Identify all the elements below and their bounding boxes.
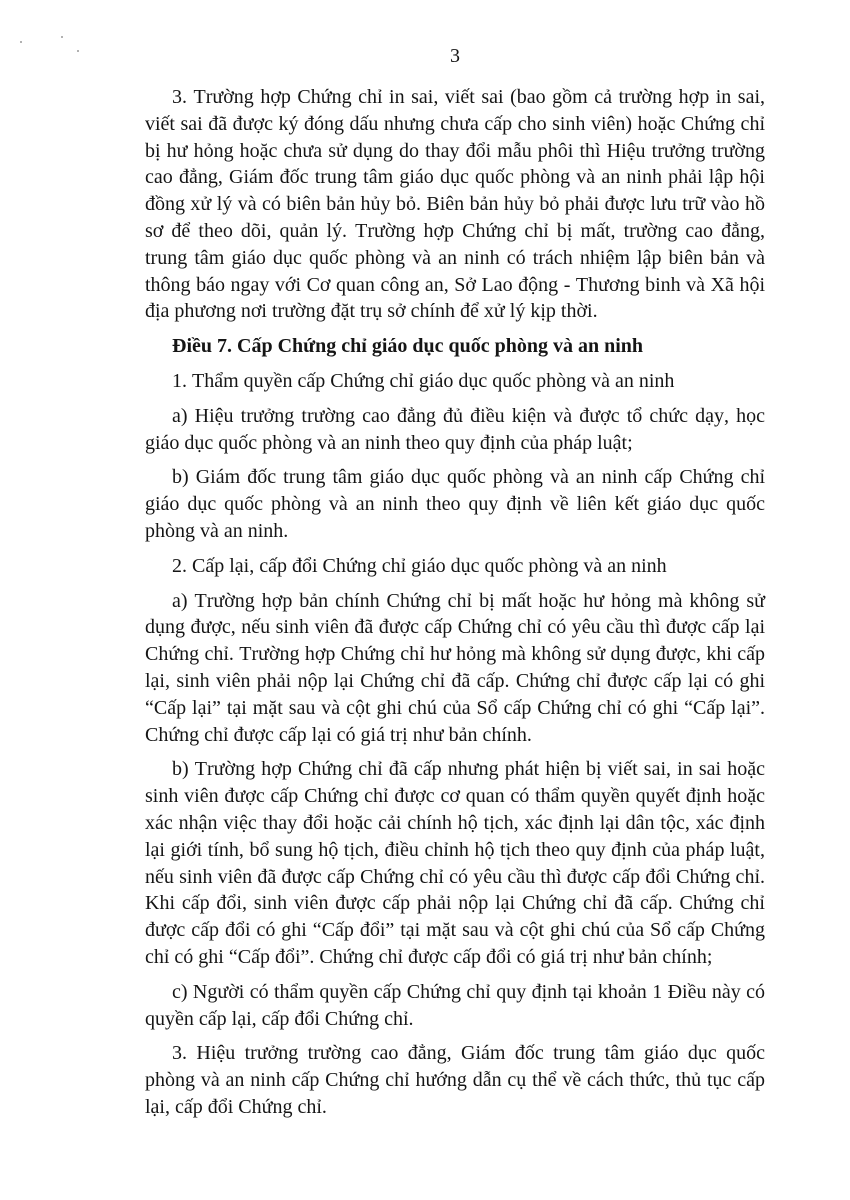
clause-paragraph: 3. Hiệu trưởng trường cao đẳng, Giám đốc trung tâm giáo dục quốc phòng và an ninh cấp Chứng chỉ hướng dẫn cụ thể về cách thức, thủ tục cấp lại, cấp đổi Chứng chỉ. <box>145 1042 765 1118</box>
document-body <box>145 84 765 1121</box>
scan-speck <box>20 41 22 43</box>
clause-title: 1. Thẩm quyền cấp Chứng chỉ giáo dục quốc phòng và an ninh <box>172 369 675 392</box>
clause-point: b) Giám đốc trung tâm giáo dục quốc phòng và an ninh cấp Chứng chỉ giáo dục quốc phòng và an ninh theo quy định về liên kết giáo dục quốc phòng và an ninh. <box>145 466 765 542</box>
clause-point: a) Trường hợp bản chính Chứng chỉ bị mất hoặc hư hỏng mà không sử dụng được, nếu sinh viên đã được cấp Chứng chỉ có yêu cầu thì được cấp lại Chứng chỉ. Trường hợp Chứng chỉ hư hỏng mà không sử dụng được, khi cấp lại, sinh viên phải nộp lại Chứng chỉ đã cấp. Chứng chỉ được cấp lại có ghi “Cấp lại” tại mặt sau và cột ghi chú của Sổ cấp Chứng chỉ có ghi “Cấp lại”. Chứng chỉ được cấp lại có giá trị như bản chính. <box>145 589 765 746</box>
scan-speck <box>77 50 79 52</box>
clause-point: a) Hiệu trưởng trường cao đẳng đủ điều kiện và được tổ chức dạy, học giáo dục quốc phòng và an ninh theo quy định của pháp luật; <box>145 404 765 454</box>
clause-point: c) Người có thẩm quyền cấp Chứng chỉ quy định tại khoản 1 Điều này có quyền cấp lại, cấp đổi Chứng chỉ. <box>145 980 765 1030</box>
article-heading: Điều 7. Cấp Chứng chỉ giáo dục quốc phòng và an ninh <box>172 335 644 358</box>
clause-point: b) Trường hợp Chứng chỉ đã cấp nhưng phát hiện bị viết sai, in sai hoặc sinh viên được cấp Chứng chỉ được cơ quan có thẩm quyền quyết định hoặc xác nhận việc thay đổi hoặc cải chính hộ tịch, xác định lại dân tộc, xác định lại giới tính, bổ sung hộ tịch, điều chỉnh hộ tịch theo quy định của pháp luật, nếu sinh viên đã được cấp Chứng chỉ có yêu cầu thì được cấp đổi Chứng chỉ. Khi cấp đổi, sinh viên được cấp phải nộp lại Chứng chỉ đã cấp. Chứng chỉ được cấp đổi có ghi “Cấp đổi” tại mặt sau và cột ghi chú của Sổ cấp Chứng chỉ có ghi “Cấp đổi”. Chứng chỉ được cấp đổi có giá trị như bản chính; <box>145 758 765 968</box>
page-number: 3 <box>450 45 460 67</box>
clause-paragraph: 3. Trường hợp Chứng chỉ in sai, viết sai (bao gồm cả trường hợp in sai, viết sai đã được ký đóng dấu nhưng chưa cấp cho sinh viên) hoặc Chứng chỉ bị hư hỏng hoặc chưa sử dụng do thay đổi mẫu phôi thì Hiệu trưởng trường cao đẳng, Giám đốc trung tâm giáo dục quốc phòng và an ninh phải lập hội đồng xử lý và có biên bản hủy bỏ. Biên bản hủy bỏ phải được lưu trữ vào hồ sơ để theo dõi, quản lý. Trường hợp Chứng chỉ bị mất, trường cao đẳng, trung tâm giáo dục quốc phòng và an ninh có trách nhiệm lập biên bản và thông báo ngay với Cơ quan công an, Sở Lao động - Thương binh và Xã hội địa phương nơi trường đặt trụ sở chính để xử lý kịp thời. <box>145 86 765 323</box>
scan-speck <box>61 36 63 38</box>
clause-title: 2. Cấp lại, cấp đổi Chứng chỉ giáo dục quốc phòng và an ninh <box>172 554 667 577</box>
